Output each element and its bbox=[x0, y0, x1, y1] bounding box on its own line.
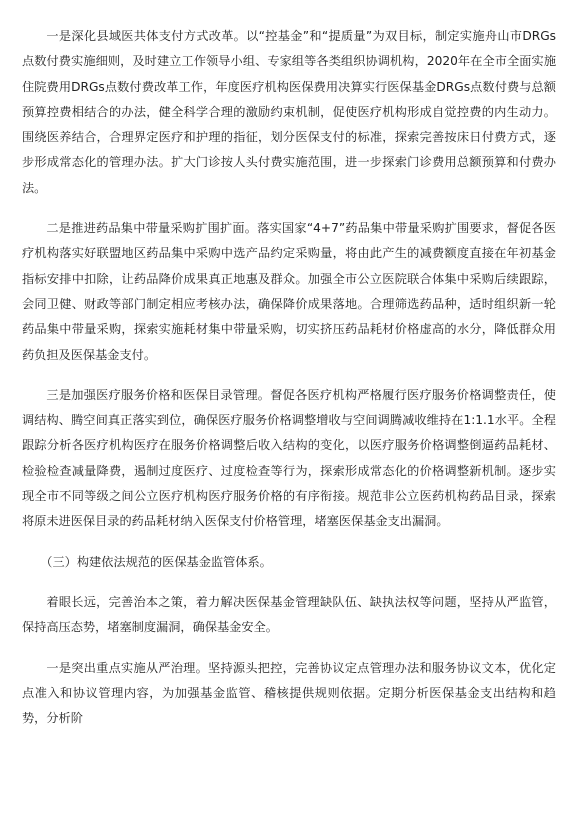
paragraph-strict-governance: 一是突出重点实施从严治理。坚持源头把控，完善协议定点管理办法和服务协议文本，优化定点准入和协议管理内容，为加强基金监管、稽核提供规则依据。定期分析医保基金支出结构和趋势，分析阶 bbox=[22, 660, 556, 726]
paragraph-price-catalog: 三是加强医疗服务价格和医保目录管理。督促各医疗机构严格履行医疗服务价格调整责任，使调结构、腾空间真正落实到位，确保医疗服务价格调整增收与空间调腾减收维持在1:1.1水平。全程跟踪分析各医疗机构医疗在服务价格调整后收入结构的变化，以医疗服务价格调整倒逼药品耗材、检验检查减量降费，遏制过度医疗、过度检查等行为，探索形成常态化的价格调整新机制。逐步实现全市不同等级之间公立医疗机构医疗服务价格的有序衔接。规范非公立医药机构药品目录，探索将原未进医保目录的药品耗材纳入医保支付价格管理，堵塞医保基金支出漏洞。 bbox=[22, 387, 556, 529]
paragraph-supervision-intro: 着眼长远，完善治本之策，着力解决医保基金管理缺队伍、缺执法权等问题，坚持从严监管，保持高压态势，堵塞制度漏洞，确保基金安全。 bbox=[22, 594, 556, 635]
paragraph-drug-procurement: 二是推进药品集中带量采购扩围扩面。落实国家“4+7”药品集中带量采购扩围要求，督促各医疗机构落实好联盟地区药品集中采购中选产品约定采购量，将由此产生的减费额度直接在年初基金指标安排中扣除，让药品降价成果真正地惠及群众。加强全市公立医院联合体集中采购后续跟踪，会同卫健、财政等部门制定相应考核办法，确保降价成果落地。合理筛选药品种，适时组织新一轮药品集中带量采购，探索实施耗材集中带量采购，切实挤压药品耗材价格虚高的水分，降低群众用药负担及医保基金支付。 bbox=[22, 221, 556, 362]
section-heading-supervision: （三）构建依法规范的医保基金监管体系。 bbox=[40, 554, 272, 569]
paragraph-payment-reform: 一是深化县域医共体支付方式改革。以“控基金”和“提质量”为双目标，制定实施舟山市DRGs点数付费实施细则，及时建立工作领导小组、专家组等各类组织协调机构，2020年在全市全面实施住院费用DRGs点数付费改革工作，年度医疗机构医保费用决算实行医保基金DRGs点数付费与总额预算控费相结合的办法，健全科学合理的激励约束机制，促使医疗机构形成自觉控费的内生动力。围绕医养结合，合理界定医疗和护理的指征，划分医保支付的标准，探索完善按床日付费方式，逐步形成常态化的管理办法。扩大门诊按人头付费实施范围，进一步探索门诊费用总额预算和付费办法。 bbox=[22, 29, 556, 195]
